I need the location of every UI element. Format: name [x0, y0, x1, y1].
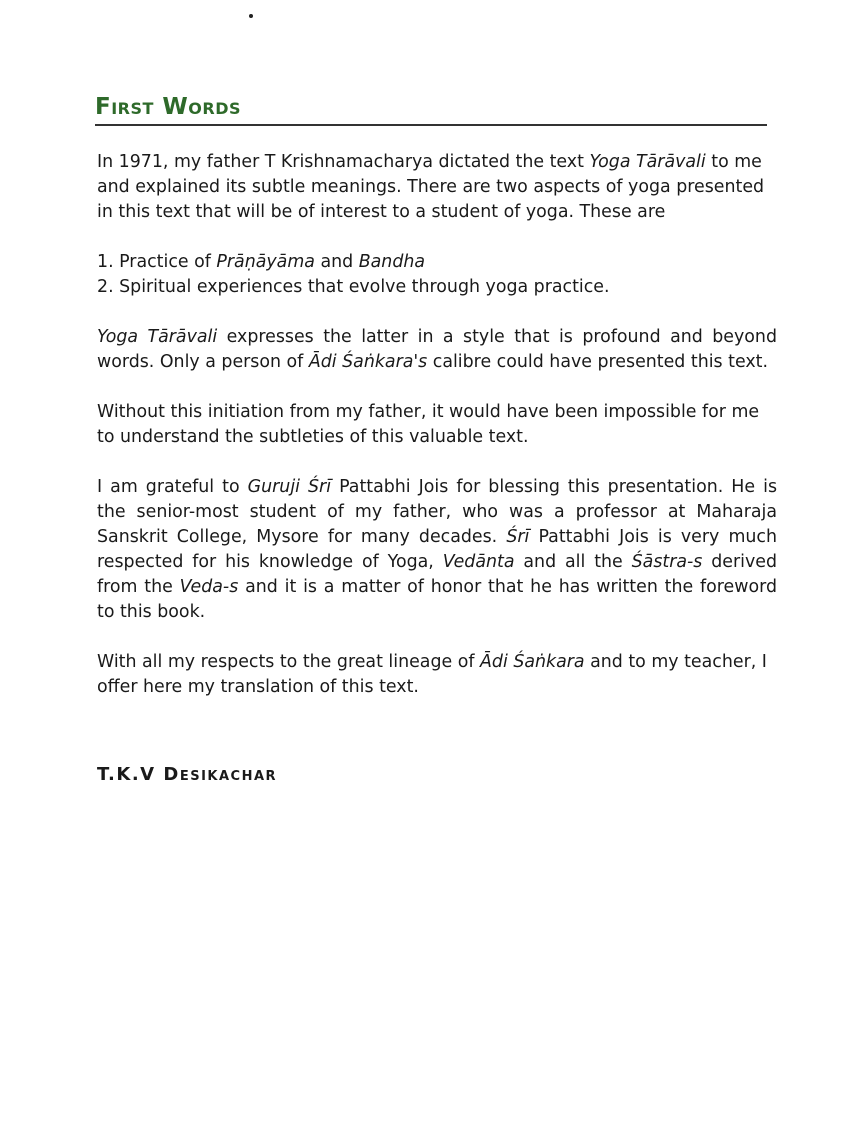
paragraph-1-title: Yoga Tārāvali [589, 152, 706, 172]
paragraph-4-text-f: and it is a matter of honor that he has written the foreword to this book. [97, 577, 777, 622]
scan-speck [249, 14, 253, 18]
body-text [97, 150, 777, 725]
paragraph-1-text-a: In 1971, my father T Krishnamacharya dictated the text [97, 152, 590, 172]
paragraph-4-text-c: Pattabhi Jois is very much respected for his knowledge of Yoga, [97, 527, 777, 572]
paragraph-4-vedas: Veda-s [179, 577, 239, 597]
list-item [97, 250, 777, 275]
list-item-1-middle: and [314, 252, 359, 272]
list-item-1-prefix: 1. Practice of [97, 252, 217, 272]
paragraph-2-text-a: expresses the latter in a style that is profound and beyond words. Only a person of [97, 327, 777, 372]
aspects-list [97, 250, 777, 300]
list-item-1-term-a: Prāṇāyāma [216, 252, 315, 272]
paragraph-2-text-b: calibre could have presented this text. [427, 352, 768, 372]
page-title: First Words [95, 94, 242, 120]
list-item-1-term-b: Bandha [358, 252, 426, 272]
paragraph-4 [97, 475, 777, 625]
paragraph-5-name: Ādi Śaṅkara [480, 652, 585, 672]
paragraph-1 [97, 150, 777, 225]
paragraph-4-guruji: Guruji Śrī [247, 477, 332, 497]
paragraph-4-sastras: Śāstra-s [631, 552, 703, 572]
author-surname: Desikachar [163, 764, 278, 785]
paragraph-3: Without this initiation from my father, it would have been impossible for me to understand the subtleties of this valuable text. [97, 402, 760, 447]
paragraph-1-text-b: to me and explained its subtle meanings. There are two aspects of yoga presented in this text that will be of interest to a student of yoga. These are [97, 152, 765, 222]
paragraph-2 [97, 325, 777, 375]
paragraph-4-text-a: I am grateful to [97, 477, 248, 497]
author-signature [97, 764, 277, 785]
paragraph-5-text-a: With all my respects to the great lineage of [97, 652, 481, 672]
paragraph-4-text-b: Pattabhi Jois for blessing this presentation. He is the senior-most student of my father, who was a professor at Maharaja Sanskrit College, Mysore for many decades. [97, 477, 778, 547]
paragraph-2-title: Yoga Tārāvali [97, 327, 218, 347]
list-item: 2. Spiritual experiences that evolve through yoga practice. [97, 277, 610, 297]
paragraph-5-text-b: and to my teacher, I offer here my translation of this text. [97, 652, 767, 697]
paragraph-4-vedanta: Vedānta [442, 552, 515, 572]
paragraph-4-text-e: derived from the [97, 552, 777, 597]
paragraph-4-text-d: and all the [514, 552, 632, 572]
paragraph-4-sri: Śrī [506, 527, 530, 547]
heading-rule [95, 94, 767, 126]
paragraph-5 [97, 650, 777, 700]
author-initials: T.K.V [97, 764, 156, 785]
paragraph-2-name: Ādi Śaṅkara's [308, 352, 428, 372]
